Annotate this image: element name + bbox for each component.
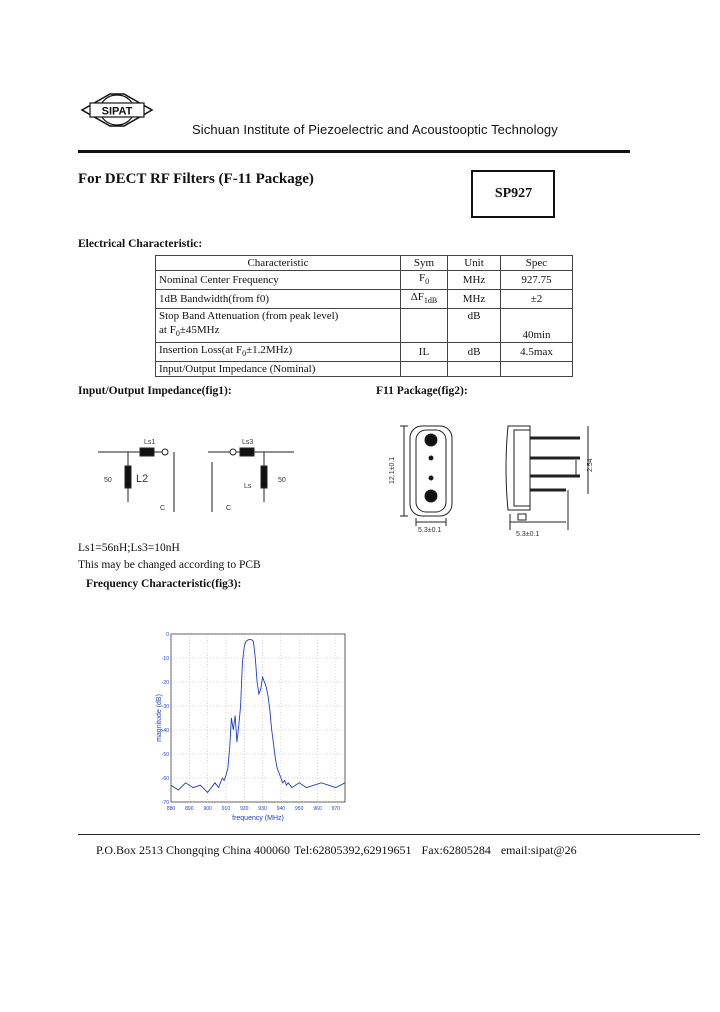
dim-width: 5.3±0.1: [418, 527, 442, 534]
y-tick-label: -30: [161, 704, 169, 710]
table-cell: MHz: [448, 271, 501, 290]
table-cell: 40min: [501, 309, 573, 342]
footer-divider: [78, 834, 700, 835]
footer-contact: [96, 843, 581, 858]
table-header-row: [156, 256, 573, 271]
x-tick-label: 920: [240, 806, 249, 812]
y-tick-label: -60: [161, 776, 169, 782]
label-c2: C: [226, 505, 232, 512]
table-header: Characteristic: [156, 256, 401, 271]
table-cell: ±2: [501, 290, 573, 309]
y-tick-label: -70: [161, 800, 169, 806]
table-cell: 4.5max: [501, 342, 573, 361]
impedance-circuit-diagram: [98, 432, 310, 520]
label-l2: L2: [136, 473, 149, 485]
table-header: Sym: [401, 256, 448, 271]
table-cell: [501, 361, 573, 376]
x-tick-label: 970: [331, 806, 341, 812]
table-row: [156, 290, 573, 309]
table-cell: $F_0$: [401, 271, 448, 290]
x-tick-label: 900: [203, 806, 212, 812]
dim-height: 12.1±0.1: [389, 456, 396, 484]
table-cell: $\Delta F_{1dB}$: [401, 290, 448, 309]
pcb-note: This may be changed according to PCB: [78, 559, 261, 571]
table-header: Spec: [501, 256, 573, 271]
table-row: [156, 271, 573, 290]
package-drawing: [380, 418, 606, 538]
x-tick-label: 890: [185, 806, 194, 812]
table-cell: dB: [448, 342, 501, 361]
table-cell: [401, 361, 448, 376]
label-r2: 50: [278, 477, 286, 484]
header-divider: [78, 150, 630, 153]
logo-text: SIPAT: [101, 105, 133, 118]
frequency-response-chart: [155, 628, 355, 823]
spec-table: [155, 255, 573, 377]
y-axis-label: magnitude (dB): [156, 694, 163, 742]
x-tick-label: 880: [166, 806, 176, 812]
label-c1: C: [160, 505, 166, 512]
table-row: [156, 309, 573, 342]
label-r1: 50: [104, 477, 112, 484]
footer-pobox: P.O.Box 2513 Chongqing China 400060: [96, 843, 291, 857]
table-row: [156, 342, 573, 361]
impedance-heading: Input/Output Impedance(fig1):: [78, 385, 232, 397]
y-tick-label: 0: [166, 632, 169, 638]
x-tick-label: 960: [313, 806, 322, 812]
footer-email: email:sipat@26: [500, 843, 577, 857]
dim-side: 5.3±0.1: [516, 531, 540, 538]
table-cell: Nominal Center Frequency: [156, 271, 401, 290]
footer-fax: Fax:62805284: [421, 843, 491, 857]
table-cell: 927.75: [501, 271, 573, 290]
y-tick-label: -50: [161, 752, 169, 758]
y-tick-label: -20: [161, 680, 169, 686]
page-title: For DECT RF Filters (F-11 Package): [78, 171, 314, 187]
y-tick-label: -10: [161, 656, 169, 662]
label-lp: Ls: [244, 483, 252, 490]
table-cell: [401, 309, 448, 342]
x-tick-label: 930: [258, 806, 267, 812]
x-tick-label: 910: [221, 806, 231, 812]
frequency-heading: Frequency Characteristic(fig3):: [86, 578, 242, 590]
table-cell: IL: [401, 342, 448, 361]
x-tick-labels: [167, 806, 340, 812]
electrical-heading: Electrical Characteristic:: [78, 238, 203, 250]
inductor-values-note: Ls1=56nH;Ls3=10nH: [78, 542, 180, 554]
table-cell: 1dB Bandwidth(from f0): [156, 290, 401, 309]
sipat-logo: [80, 92, 154, 128]
table-cell: [448, 361, 501, 376]
table-cell: MHz: [448, 290, 501, 309]
package-heading: F11 Package(fig2):: [376, 385, 468, 397]
x-tick-label: 950: [295, 806, 304, 812]
footer-tel: Tel:62805392,62919651: [294, 843, 412, 857]
table-cell: Input/Output Impedance (Nominal): [156, 361, 401, 376]
institute-name: Sichuan Institute of Piezoelectric and Acoustooptic Technology: [192, 122, 558, 137]
y-tick-label: -40: [161, 728, 169, 734]
x-axis-label: frequency (MHz): [232, 815, 284, 822]
table-cell: Stop Band Attenuation (from peak level) at $F_0\pm 45MHz$: [156, 309, 401, 342]
label-ls1: Ls1: [144, 439, 156, 446]
table-row: [156, 361, 573, 376]
table-cell: dB: [448, 309, 501, 342]
plot-frame: [171, 634, 345, 802]
table-cell: Insertion Loss(at $F_0\pm 1.2MHz$): [156, 342, 401, 361]
part-number: SP927: [494, 186, 533, 201]
x-tick-label: 940: [276, 806, 286, 812]
table-header: Unit: [448, 256, 501, 271]
label-ls3: Ls3: [242, 439, 254, 446]
dim-pin: 2.54: [587, 458, 594, 472]
